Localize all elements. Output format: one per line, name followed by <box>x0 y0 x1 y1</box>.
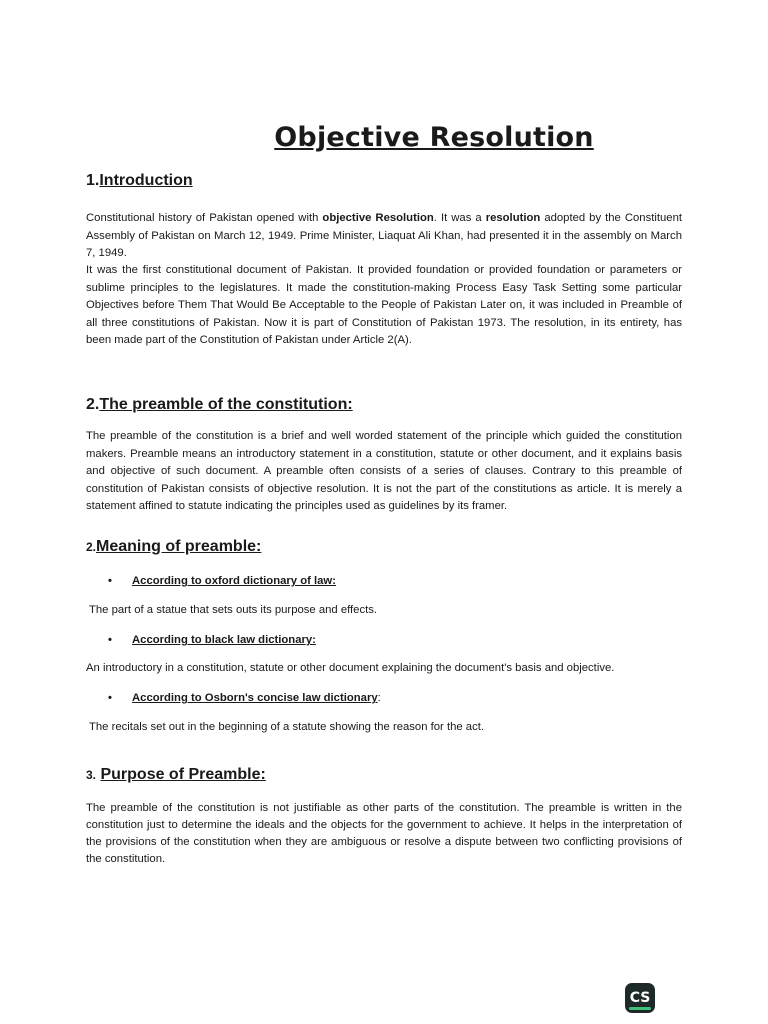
bullet-oxford: • According to oxford dictionary of law: <box>108 575 336 587</box>
preamble-paragraph: The preamble of the constitution is a brief and well worded statement of the principle which guided the constitution makers. Preamble means an introductory statement in a constitution, statute or other document, and it explains basis and objective of such document. A preamble often consists of a series of clauses. Contrary to this preamble of constitution of Pakistan consists of objective resolution. It is not the part of the constitutions as article. It is merely a statement affined to statute indicating the principles used as guidelines by its framer. <box>86 430 682 512</box>
definition-oxford: The part of a statue that sets outs its purpose and effects. <box>89 604 378 616</box>
intro-paragraph-2: It was the first constitutional document of Pakistan. It provided foundation or provided foundation or parameters or sublime principles to the legislatures. It made the constitution-making Process Easy Task Setting some particular Objectives before Them That Would Be Acceptable to the People of Pakistan Later on, it was included in Preamble of all three constitutions of Pakistan. Now it is part of Constitution of Pakistan 1973. The resolution, in its entirety, has been made part of the Constitution of Pakistan under Article 2(A). <box>86 264 682 346</box>
heading-introduction: 1.Introduction <box>86 172 193 189</box>
bullet-black-law: • According to black law dictionary: <box>108 634 316 646</box>
definition-black-law: An introductory in a constitution, statute or other document explaining the document's basis and objective. <box>86 662 615 674</box>
bullet-icon: • <box>108 692 112 704</box>
document-title: Objective Resolution <box>274 122 594 153</box>
heading-meaning: 2.Meaning of preamble: <box>86 538 262 555</box>
bullet-osborn: • According to Osborn's concise law dictionary: <box>108 692 381 704</box>
intro-paragraph-1: Constitutional history of Pakistan opened with objective Resolution. It was a resolution adopted by the Constituent Assembly of Pakistan on March 12, 1949. Prime Minister, Liaquat Ali Khan, had presented it in the assembly on March 7, 1949. <box>86 212 683 259</box>
definition-osborn: The recitals set out in the beginning of a statute showing the reason for the act. <box>89 721 485 733</box>
bullet-icon: • <box>108 575 112 587</box>
heading-preamble: 2.The preamble of the constitution: <box>86 396 353 413</box>
camscanner-logo-icon: CS <box>625 983 655 1013</box>
heading-purpose: 3. Purpose of Preamble: <box>86 766 266 783</box>
bullet-icon: • <box>108 634 112 646</box>
purpose-paragraph: The preamble of the constitution is not justifiable as other parts of the constitution. The preamble is written in the constitution just to determine the ideals and the objects for the government to achieve. It helps in the interpretation of the provisions of the constitution when they are ambiguous or resolve a dispute between two conflicting provisions of the constitution. <box>86 802 682 865</box>
